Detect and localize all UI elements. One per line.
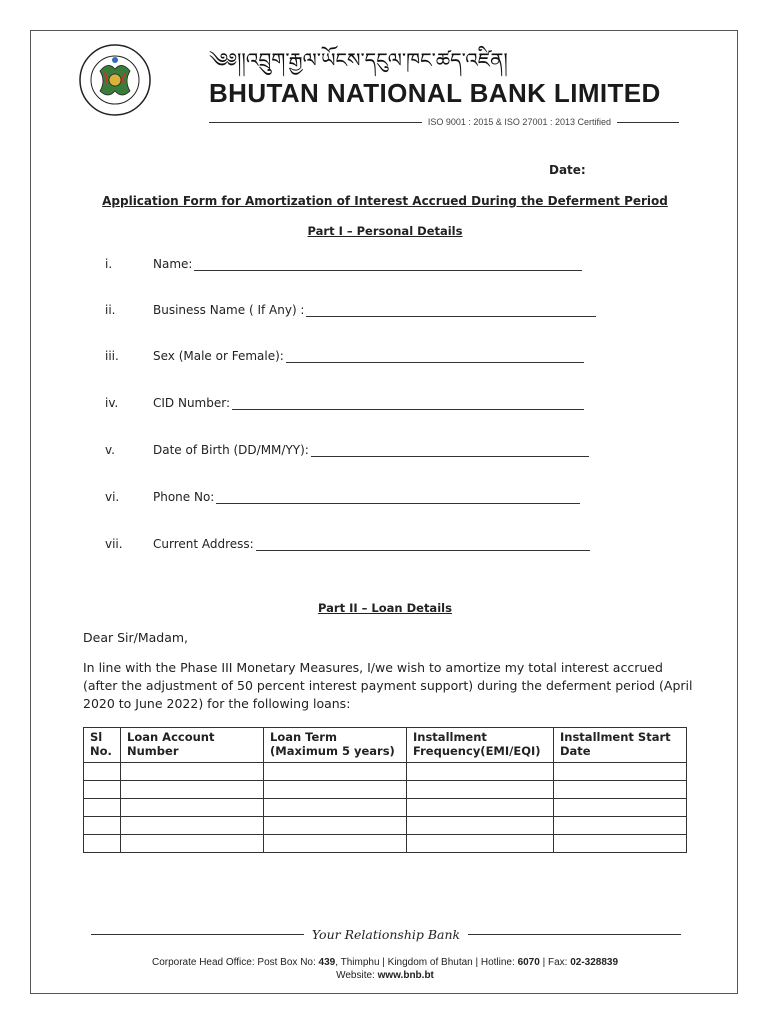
name-input-line[interactable]	[194, 257, 582, 271]
business-name-field[interactable]: ii. Business Name ( If Any) :	[105, 303, 596, 317]
header-sl-no: Sl No.	[84, 728, 121, 763]
cid-number-field[interactable]: iv. CID Number:	[105, 396, 584, 410]
dzongkha-title	[209, 41, 659, 77]
certification-line	[209, 117, 679, 127]
business-name-input-line[interactable]	[306, 303, 596, 317]
sex-field[interactable]: iii. Sex (Male or Female):	[105, 349, 584, 363]
part2-title: Part II – Loan Details	[318, 601, 452, 615]
form-title: Application Form for Amortization of Interest Accrued During the Deferment Period	[102, 194, 668, 208]
phone-input-line[interactable]	[216, 490, 580, 504]
bank-logo	[78, 43, 152, 117]
svg-text:༄༅།།འབྲུག་རྒྱལ་ཡོངས་དངུལ་ཁང་ཚད: ༄༅།།འབྲུག་རྒྱལ་ཡོངས་དངུལ་ཁང་ཚད་འཛིན།	[209, 48, 508, 72]
header-installment-frequency: Installment Frequency(EMI/EQI)	[407, 728, 554, 763]
table-row	[84, 799, 687, 817]
certification-text: ISO 9001 : 2015 & ISO 27001 : 2013 Certified	[427, 117, 611, 127]
application-form-page	[30, 30, 738, 994]
date-of-birth-input-line[interactable]	[311, 443, 589, 457]
current-address-input-line[interactable]	[256, 537, 590, 551]
part1-title: Part I – Personal Details	[307, 224, 463, 238]
salutation: Dear Sir/Madam,	[83, 630, 189, 645]
loan-paragraph: In line with the Phase III Monetary Measures, I/we wish to amortize my total interest accrued (after the adjustment of 50 percent interest payment support) during the deferment period (April 2020 to June 2022) for the following loans:	[83, 660, 693, 711]
cid-number-input-line[interactable]	[232, 396, 584, 410]
phone-field[interactable]: vi. Phone No:	[105, 490, 580, 504]
name-field[interactable]: i. Name:	[105, 257, 582, 271]
loan-details-table	[83, 727, 687, 853]
table-row	[84, 817, 687, 835]
table-row	[84, 835, 687, 853]
website-link[interactable]: www.bnb.bt	[377, 970, 434, 981]
bank-name: BHUTAN NATIONAL BANK LIMITED	[209, 78, 661, 108]
sex-input-line[interactable]	[286, 349, 584, 363]
header-installment-start-date: Installment Start Date	[554, 728, 687, 763]
table-row	[84, 763, 687, 781]
date-label: Date:	[549, 163, 586, 177]
table-header-row	[84, 728, 687, 763]
current-address-field[interactable]: vii. Current Address:	[105, 537, 590, 551]
date-of-birth-field[interactable]: v. Date of Birth (DD/MM/YY):	[105, 443, 589, 457]
header-loan-term: Loan Term (Maximum 5 years)	[264, 728, 407, 763]
table-row	[84, 781, 687, 799]
footer-tagline: Your Relationship Bank	[311, 927, 461, 942]
footer-tagline-line	[91, 927, 681, 942]
header-loan-account-number: Loan Account Number	[121, 728, 264, 763]
footer-address: Corporate Head Office: Post Box No: 439, Thimphu | Kingdom of Bhutan | Hotline: 6070 | Fax: 02-328839 Website: www.bnb.bt	[151, 957, 619, 981]
